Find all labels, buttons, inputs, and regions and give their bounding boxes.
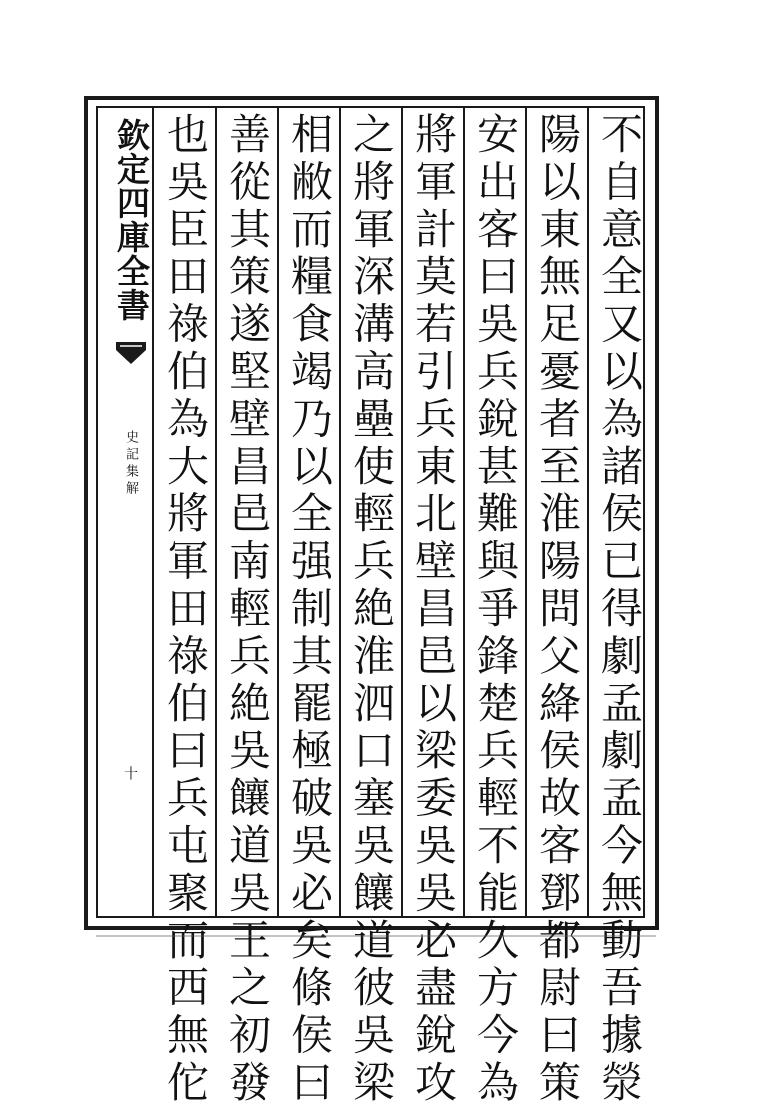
column-text: 將軍計莫若引兵東北壁昌邑以梁委吳吳必盡銳攻	[409, 112, 458, 1107]
inner-border	[96, 106, 645, 1107]
column-text: 陽以東無足憂者至淮陽問父絳侯故客鄧都尉曰策	[533, 112, 582, 1107]
book-title: 欽定四庫全書	[112, 118, 151, 322]
column-text: 不自意全又以為諸侯已得劇孟劇孟今無動吾據滎	[595, 112, 644, 1107]
text-column	[528, 108, 586, 1107]
column-divider	[339, 108, 341, 916]
text-column	[156, 108, 214, 1107]
page-border	[84, 96, 659, 1107]
text-column	[280, 108, 338, 1107]
column-divider	[525, 108, 527, 916]
column-text: 之將軍深溝高壘使輕兵絶淮泗口塞吳饟道彼吳梁	[347, 112, 396, 1107]
column-divider	[463, 108, 465, 916]
text-column	[590, 108, 648, 1107]
fishtail-mark-icon	[114, 340, 148, 366]
text-column	[404, 108, 462, 1107]
section-label: 史記集解	[123, 430, 138, 498]
column-text: 善從其策遂堅壁昌邑南輕兵絶吳饟道吳王之初發	[223, 112, 272, 1107]
column-text: 也吳臣田祿伯為大將軍田祿伯曰兵屯聚而西無佗	[161, 112, 210, 1107]
column-text: 安出客曰吳兵銳甚難與爭鋒楚兵輕不能久方今為	[471, 112, 520, 1107]
column-divider	[401, 108, 403, 916]
text-column	[218, 108, 276, 1107]
column-divider	[587, 108, 589, 916]
text-columns	[154, 108, 644, 1107]
column-divider	[277, 108, 279, 916]
column-divider	[215, 108, 217, 916]
page-number: 十	[122, 766, 138, 780]
margin-strip	[110, 108, 154, 916]
text-column	[342, 108, 400, 1107]
text-column	[466, 108, 524, 1107]
column-text: 相敝而糧食竭乃以全强制其罷極破吳必矣條侯曰	[285, 112, 334, 1107]
bottom-edge-mark	[96, 935, 656, 937]
